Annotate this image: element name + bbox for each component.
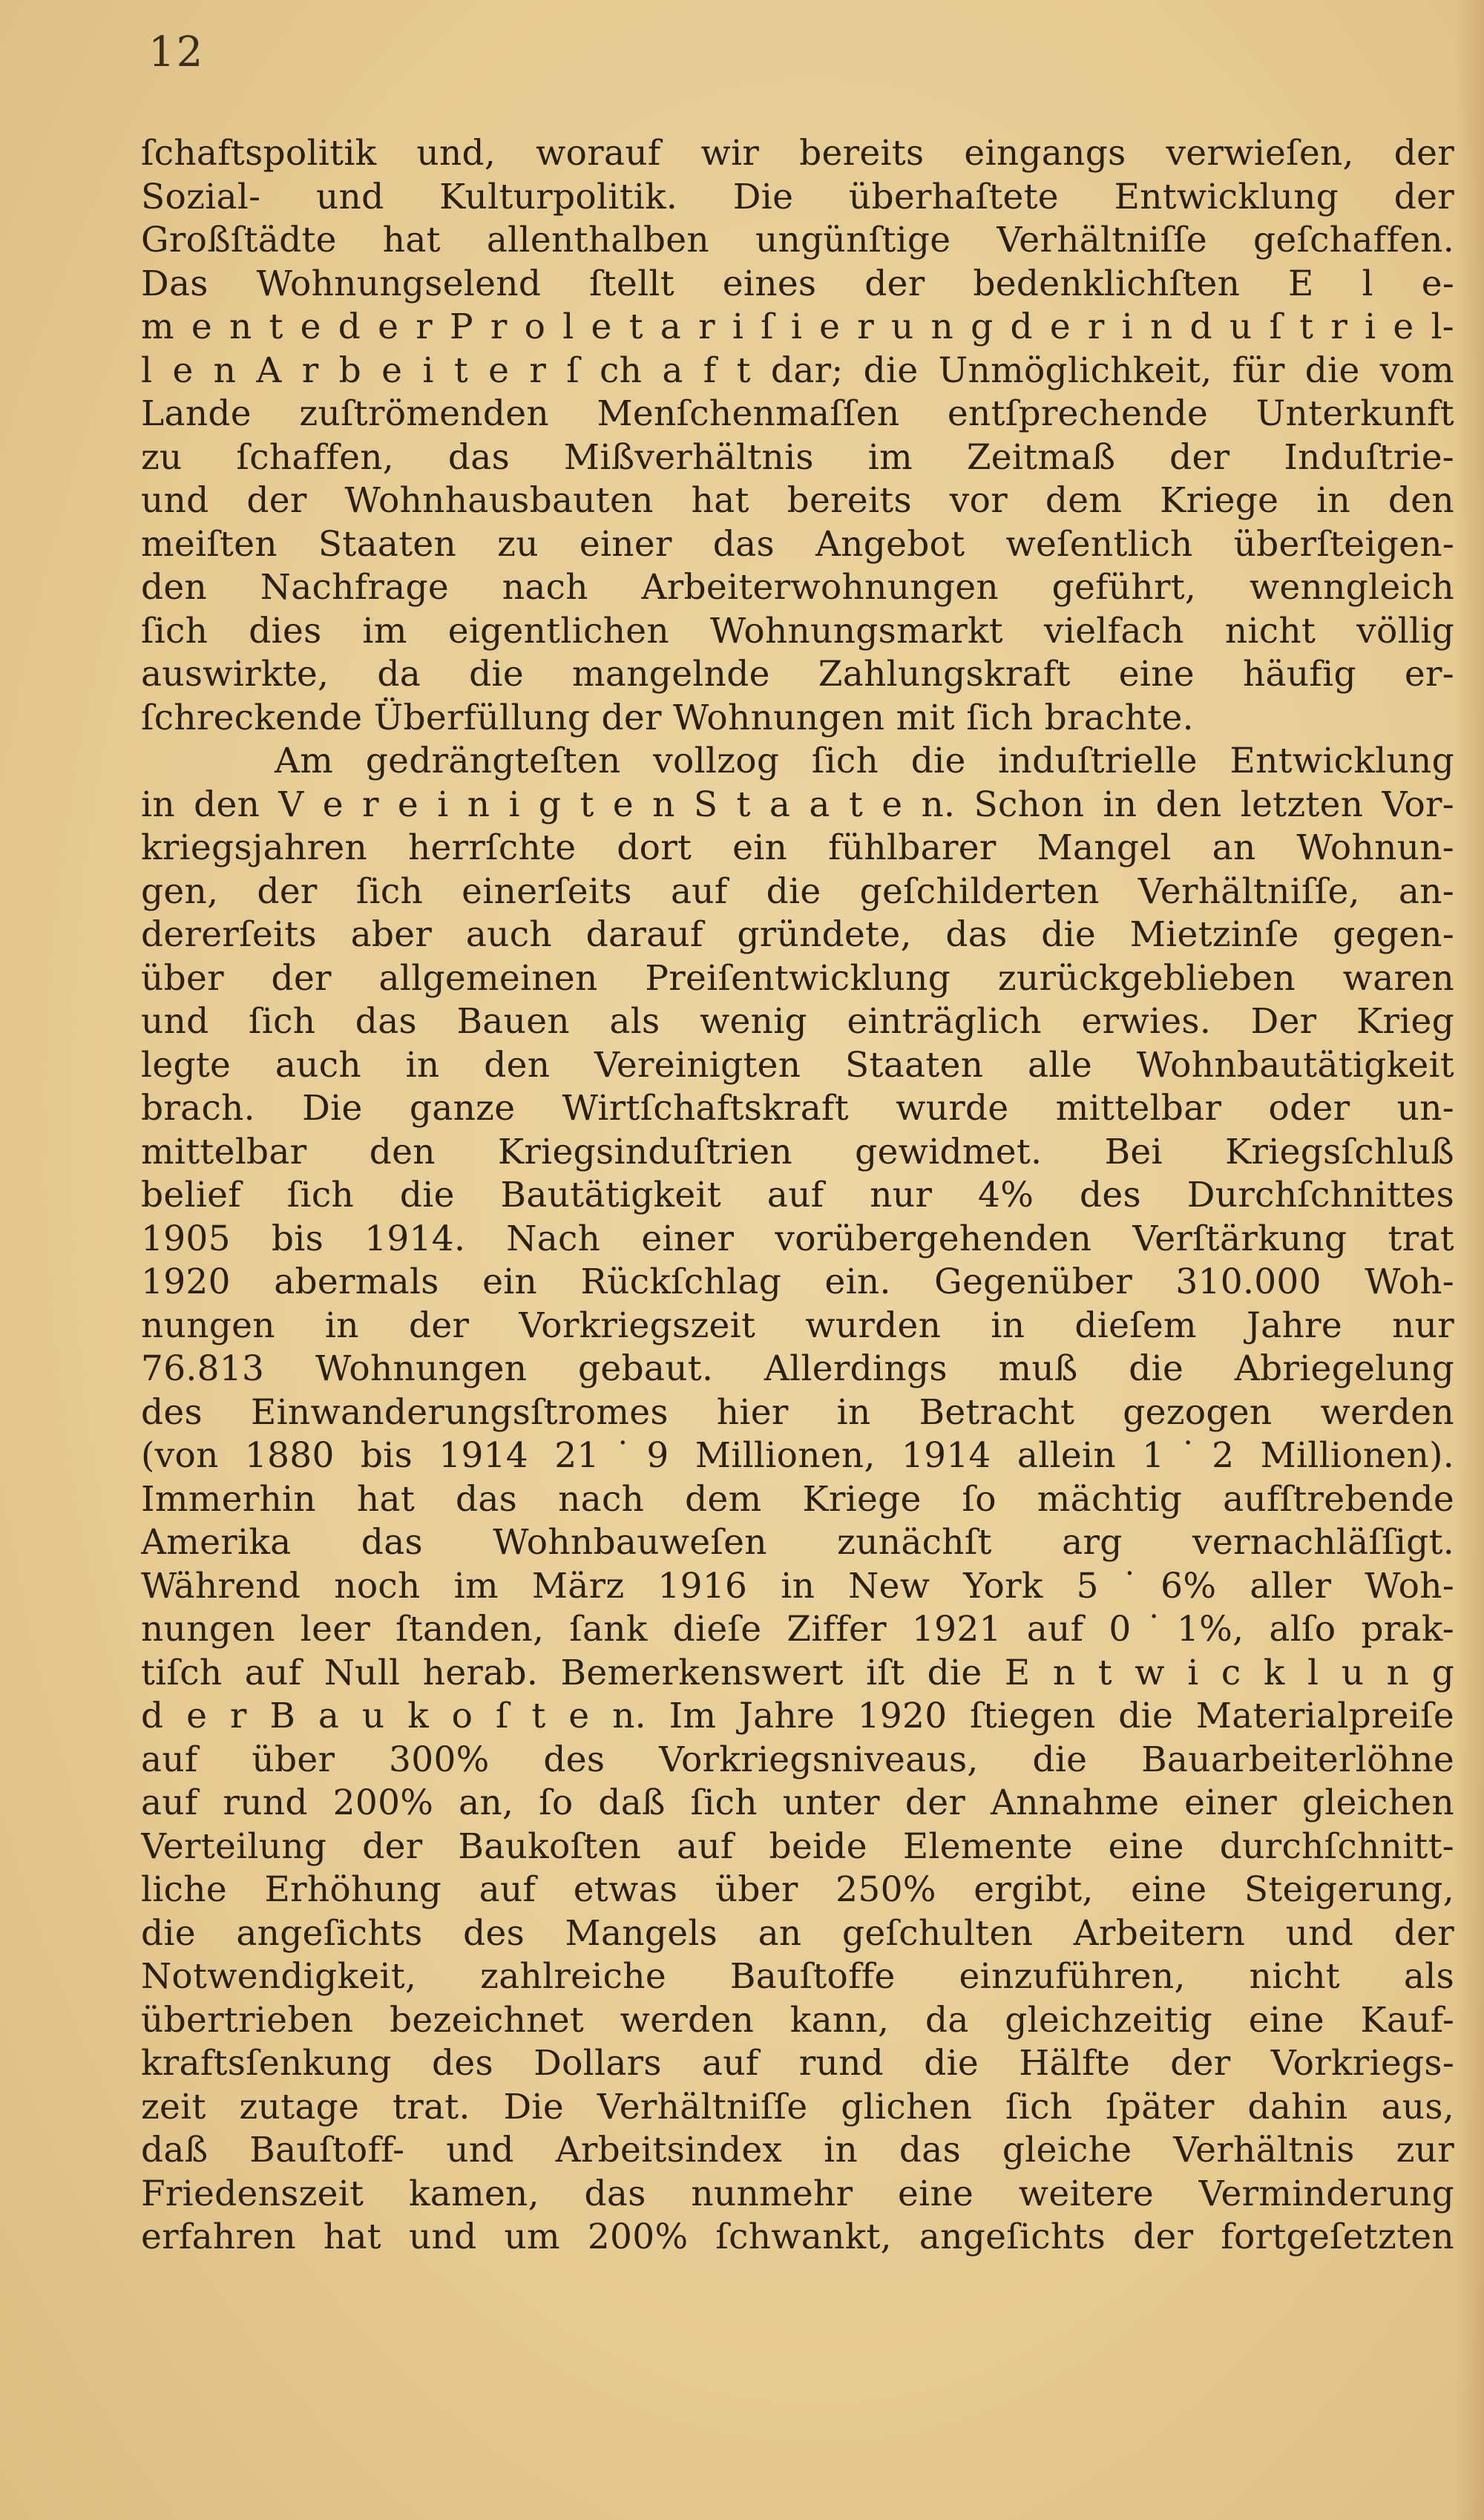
text-line: l e n A r b e i t e r ſ ch a f t dar; die Unmöglichkeit, für die vom bbox=[141, 350, 1454, 391]
text-line: Während noch im März 1916 in New York 5˙6% aller Woh- bbox=[141, 1565, 1454, 1607]
text-line: Immerhin hat das nach dem Kriege ſo mächtig aufſtrebende bbox=[141, 1478, 1454, 1520]
body-text bbox=[141, 132, 1454, 2260]
text-line: d e r B a u k o ſ t e n. Im Jahre 1920 ſtiegen die Materialpreiſe bbox=[141, 1696, 1454, 1736]
text-line: ſchaftspolitik und, worauf wir bereits eingangs verwieſen, der bbox=[141, 133, 1454, 174]
text-line: auf rund 200% an, ſo daß ſich unter der Annahme einer gleichen bbox=[141, 1782, 1454, 1823]
text-line: zeit zutage trat. Die Verhältniſſe glichen ſich ſpäter dahin aus, bbox=[141, 2086, 1454, 2127]
text-line: Lande zuſtrömenden Menſchenmaſſen entſprechende Unterkunft bbox=[141, 393, 1454, 434]
text-line: Das Wohnungselend ſtellt eines der bedenklichſten E l e- bbox=[141, 263, 1454, 304]
text-line: Großſtädte hat allenthalben ungünſtige Verhältniſſe geſchaffen. bbox=[141, 220, 1454, 260]
text-line: meiſten Staaten zu einer das Angebot weſentlich überſteigen- bbox=[141, 523, 1454, 565]
text-line: die angeſichts des Mangels an geſchulten Arbeitern und der bbox=[141, 1912, 1454, 1954]
text-line: Verteilung der Baukoſten auf beide Elemente eine durchſchnitt- bbox=[141, 1825, 1454, 1867]
text-line: gen, der ſich einerſeits auf die geſchilderten Verhältniſſe, an- bbox=[141, 870, 1454, 912]
text-line: liche Erhöhung auf etwas über 250% ergibt, eine Steigerung, bbox=[141, 1869, 1454, 1910]
text-line: tiſch auf Null herab. Bemerkenswert iſt die E n t w i c k l u n g bbox=[141, 1652, 1454, 1693]
text-line: 1905 bis 1914. Nach einer vorübergehenden Verſtärkung trat bbox=[141, 1218, 1454, 1259]
text-line: auswirkte, da die mangelnde Zahlungskraft eine häufig er- bbox=[141, 654, 1454, 695]
text-line: mittelbar den Kriegsinduſtrien gewidmet. Bei Kriegsſchluß bbox=[141, 1131, 1454, 1172]
text-line: ſich dies im eigentlichen Wohnungsmarkt vielfach nicht völlig bbox=[141, 610, 1454, 652]
text-line: den Nachfrage nach Arbeiterwohnungen geführt, wenngleich bbox=[141, 567, 1454, 608]
text-line: nungen in der Vorkriegszeit wurden in dieſem Jahre nur bbox=[141, 1305, 1454, 1346]
text-line: brach. Die ganze Wirtſchaftskraft wurde mittelbar oder un- bbox=[141, 1088, 1454, 1129]
text-line: dererſeits aber auch darauf gründete, das die Mietzinſe gegen- bbox=[141, 914, 1454, 955]
text-line: auf über 300% des Vorkriegsniveaus, die Bauarbeiterlöhne bbox=[141, 1739, 1454, 1780]
text-line: Amerika das Wohnbauweſen zunächſt arg vernachläſſigt. bbox=[141, 1522, 1454, 1563]
text-line: daß Bauſtoff- und Arbeitsindex in das gleiche Verhältnis zur bbox=[141, 2130, 1454, 2170]
text-line: 1920 abermals ein Rückſchlag ein. Gegenüber 310.000 Woh- bbox=[141, 1261, 1454, 1302]
text-line: Notwendigkeit, zahlreiche Bauſtoffe einzuführen, nicht als bbox=[141, 1956, 1454, 1997]
text-line: nungen leer ſtanden, ſank dieſe Ziffer 1921 auf 0˙1%, alſo prak- bbox=[141, 1609, 1454, 1650]
page-number: 12 bbox=[148, 28, 205, 76]
text-line: Am gedrängteſten vollzog ſich die induſtrielle Entwicklung bbox=[275, 741, 1454, 781]
text-line: in den V e r e i n i g t e n S t a a t e n. Schon in den letzten Vor- bbox=[141, 784, 1454, 825]
text-line: (von 1880 bis 1914 21˙9 Millionen, 1914 allein 1˙2 Millionen). bbox=[141, 1435, 1454, 1476]
text-line: belief ſich die Bautätigkeit auf nur 4% des Durchſchnittes bbox=[141, 1175, 1454, 1215]
text-line: und ſich das Bauen als wenig einträglich erwies. Der Krieg bbox=[141, 1001, 1454, 1042]
text-line: zu ſchaffen, das Mißverhältnis im Zeitmaß der Induſtrie- bbox=[141, 436, 1454, 478]
text-line: über der allgemeinen Preiſentwicklung zurückgeblieben waren bbox=[141, 957, 1454, 999]
text-line: und der Wohnhausbauten hat bereits vor dem Kriege in den bbox=[141, 480, 1454, 521]
text-line: übertrieben bezeichnet werden kann, da gleichzeitig eine Kauf- bbox=[141, 1999, 1454, 2041]
text-line: kraftsſenkung des Dollars auf rund die Hälfte der Vorkriegs- bbox=[141, 2043, 1454, 2084]
text-line: erfahren hat und um 200% ſchwankt, angeſichts der fortgeſetzten bbox=[141, 2217, 1454, 2257]
text-line: Friedenszeit kamen, das nunmehr eine weitere Verminderung bbox=[141, 2173, 1454, 2214]
text-line: des Einwanderungsſtromes hier in Betracht gezogen werden bbox=[141, 1391, 1454, 1433]
page-edge-shadow bbox=[1454, 0, 1484, 2520]
text-line: ſchreckende Überfüllung der Wohnungen mit ſich brachte. bbox=[141, 697, 1194, 738]
text-line: 76.813 Wohnungen gebaut. Allerdings muß die Abriegelung bbox=[141, 1348, 1454, 1389]
text-line: Sozial- und Kulturpolitik. Die überhaſtete Entwicklung der bbox=[141, 176, 1454, 217]
text-line: legte auch in den Vereinigten Staaten alle Wohnbautätigkeit bbox=[141, 1044, 1454, 1086]
text-line: kriegsjahren herrſchte dort ein fühlbarer Mangel an Wohnun- bbox=[141, 827, 1454, 868]
text-line: m e n t e d e r P r o l e t a r i ſ i e r u n g d e r i n d u ſ t r i e l- bbox=[141, 306, 1454, 347]
